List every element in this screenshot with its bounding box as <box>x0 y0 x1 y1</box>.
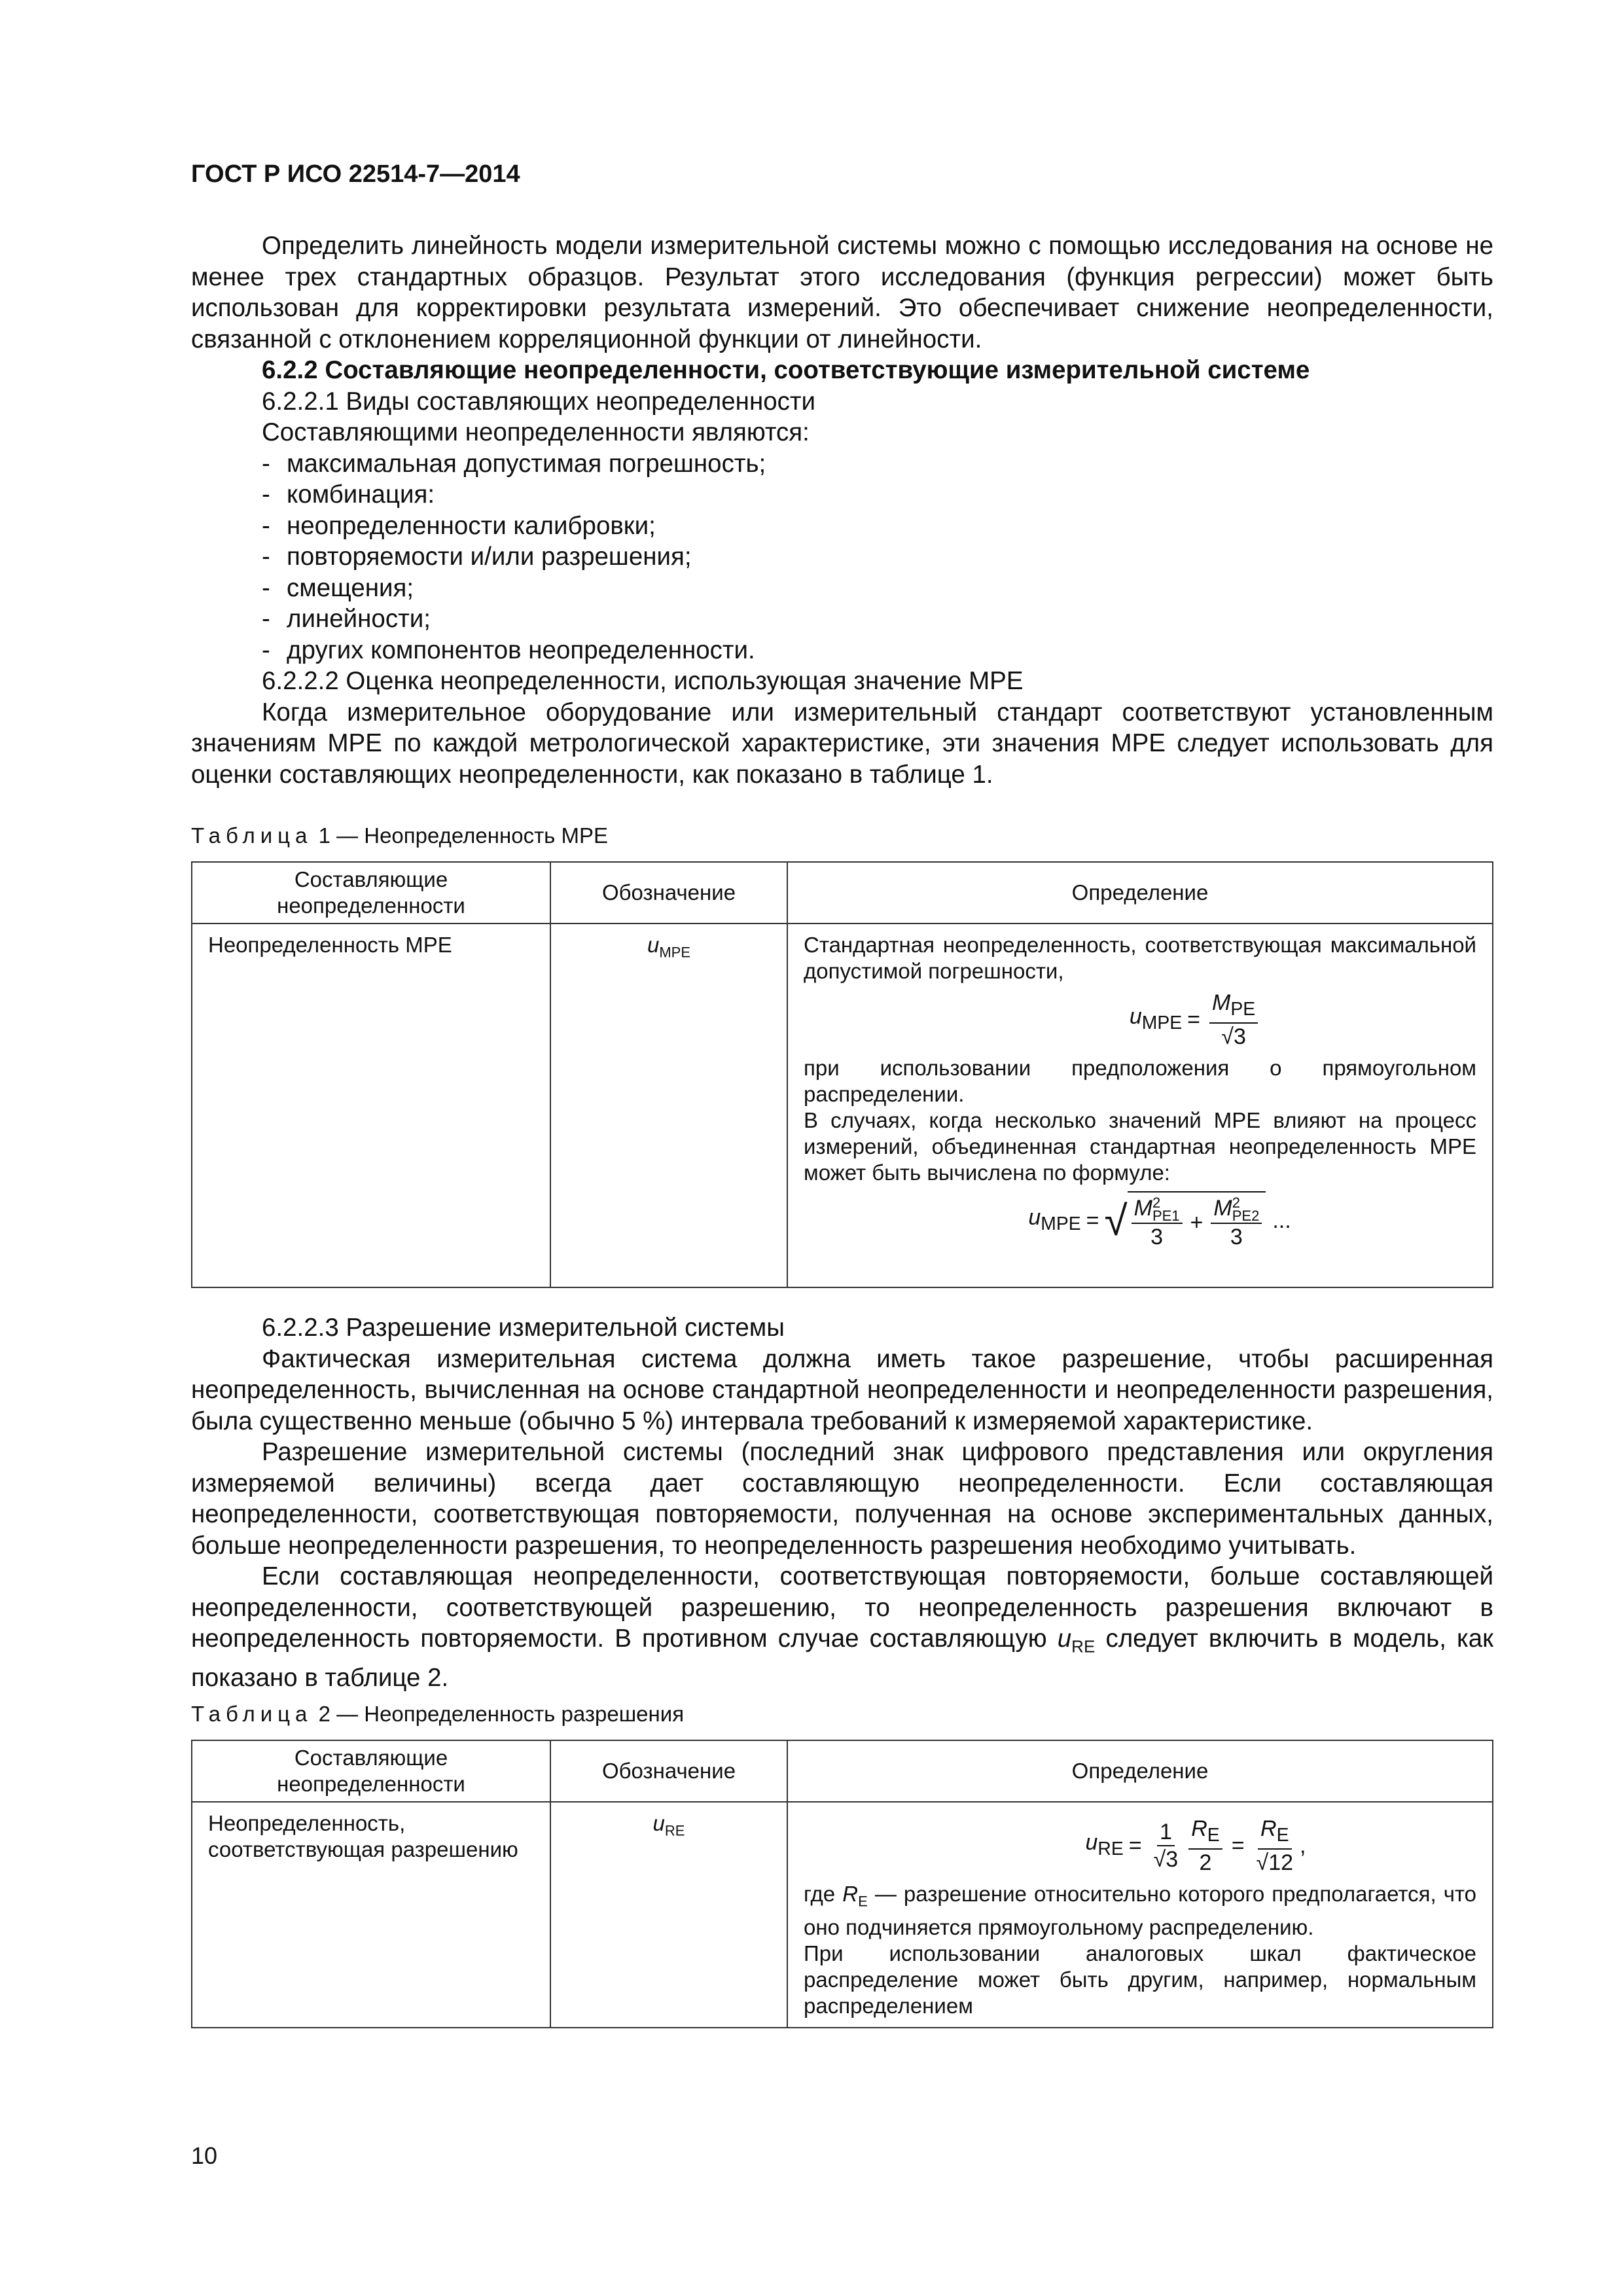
column-header: Обозначение <box>550 1740 787 1802</box>
table-row <box>192 1802 1493 2028</box>
column-header: Определение <box>787 862 1493 924</box>
section-heading-6-2-2-2: 6.2.2.2 Оценка неопределенности, использующая значение MPE <box>262 667 1024 695</box>
table-cell-component: Неопределенность, соответствующая разрешению <box>192 1802 550 2028</box>
list-item: - неопределенности калибровки; <box>262 511 656 540</box>
table-cell-symbol: $u_{MPE}$ <box>550 924 787 1287</box>
list-item: - смещения; <box>262 573 414 602</box>
table-cell-definition: Стандартная неопределенность, соответствующая максимальной допустимой погрешности, $u_{MPE}$ = $\frac{M_{PE}}{√3}$ при использовании предположения о прямоугольном распределении. В случаях, когда несколько значений MPE влияют на процесс измерений, объединенная стандартная неопределенность MPE может быть вычислена по формуле: $u_{MPE}$ = √ M 2 PE1 3 + M 2 PE2 3 ... <box>787 924 1493 1287</box>
table2-caption: Таблица 2 — Неопределенность разрешения <box>191 1702 685 1726</box>
column-header: Составляющие неопределенности <box>192 1740 550 1802</box>
table-header-row <box>192 862 1493 924</box>
table1-caption: Таблица 1 — Неопределенность MPE <box>191 823 609 848</box>
document-header: ГОСТ Р ИСО 22514-7—2014 <box>191 160 520 188</box>
list-item: - комбинация: <box>262 480 435 509</box>
formula-u-mpe: $u_{MPE}$ = $\frac{M_{PE}}{√3}$ <box>804 990 1476 1050</box>
table-cell-component: Неопределенность MPE <box>192 924 550 1287</box>
components-intro: Составляющими неопределенности являются: <box>262 418 810 446</box>
list-item: - линейности; <box>262 605 431 633</box>
formula-combined-u-mpe: $u_{MPE}$ = √ M 2 PE1 3 + M 2 PE2 3 ... <box>804 1191 1476 1250</box>
table-2 <box>191 1740 1493 2028</box>
body-text <box>191 230 1493 790</box>
resolution-paragraph-1: Фактическая измерительная система должна иметь такое разрешение, чтобы расширенная неопределенность, вычисленная на основе стандартной неопределенности и неопределенности разрешения, была существенно меньше (обычно 5 %) интервала требований к измеряемой характеристике. <box>191 1344 1493 1435</box>
section-heading-6-2-2-1: 6.2.2.1 Виды составляющих неопределенности <box>262 387 816 416</box>
list-item: - других компонентов неопределенности. <box>262 636 755 664</box>
page-number: 10 <box>191 2142 218 2169</box>
section-heading-6-2-2-3: 6.2.2.3 Разрешение измерительной системы <box>262 1314 785 1342</box>
table-1 <box>191 861 1493 1288</box>
list-item: - максимальная допустимая погрешность; <box>262 449 766 478</box>
resolution-paragraph-3: Если составляющая неопределенности, соответствующая повторяемости, больше составляющей неопределенности, соответствующей разрешению, то неопределенность разрешения включают в неопределенность повторяемости. В противном случае составляющую $u_{RE}$ следует включить в модель, как показано в таблице 2. <box>191 1562 1493 1693</box>
column-header: Составляющие неопределенности <box>192 862 550 924</box>
table-header-row <box>192 1740 1493 1802</box>
mpe-paragraph: Когда измерительное оборудование или измерительный стандарт соответствуют установленным значениям MPE по каждой метрологической характеристике, эти значения MPE следует использовать для оценки составляющих неопределенности, как показано в таблице 1. <box>191 698 1493 789</box>
table-cell-definition: $u_{RE}$ = $\frac{1}{√3}$ $\frac{R_E}{2}$ = $\frac{R_E}{√12}$ , где $R_E$ — разрешение относительно которого предполагается, что оно подчиняется прямоугольному распределению. При использовании аналоговых шкал фактическое распределение может быть другим, например, нормальным распределением <box>787 1802 1493 2028</box>
section-heading-6-2-2: 6.2.2 Составляющие неопределенности, соответствующие измерительной системе <box>262 356 1310 384</box>
formula-u-re: $u_{RE}$ = $\frac{1}{√3}$ $\frac{R_E}{2}$ = $\frac{R_E}{√12}$ , <box>1085 1816 1306 1875</box>
column-header: Определение <box>787 1740 1493 1802</box>
table-row <box>192 924 1493 1287</box>
resolution-paragraph-2: Разрешение измерительной системы (последний знак цифрового представления или округления измеряемой величины) всегда дает составляющую неопределенности. Если составляющая неопределенности, соответствующая повторяемости, полученная на основе экспериментальных данных, больше неопределенности разрешения, то неопределенность разрешения необходимо учитывать. <box>191 1438 1493 1560</box>
body-text-2 <box>191 1312 1493 1694</box>
intro-paragraph: Определить линейность модели измерительной системы можно с помощью исследования на основе не менее трех стандартных образцов. Результат этого исследования (функция регрессии) может быть использован для корректировки результата измерений. Это обеспечивает снижение неопределенности, связанной с отклонением корреляционной функции от линейности. <box>191 232 1493 353</box>
column-header: Обозначение <box>550 862 787 924</box>
list-item: - повторяемости и/или разрешения; <box>262 543 692 571</box>
table-cell-symbol: $u_{RE}$ <box>550 1802 787 2028</box>
